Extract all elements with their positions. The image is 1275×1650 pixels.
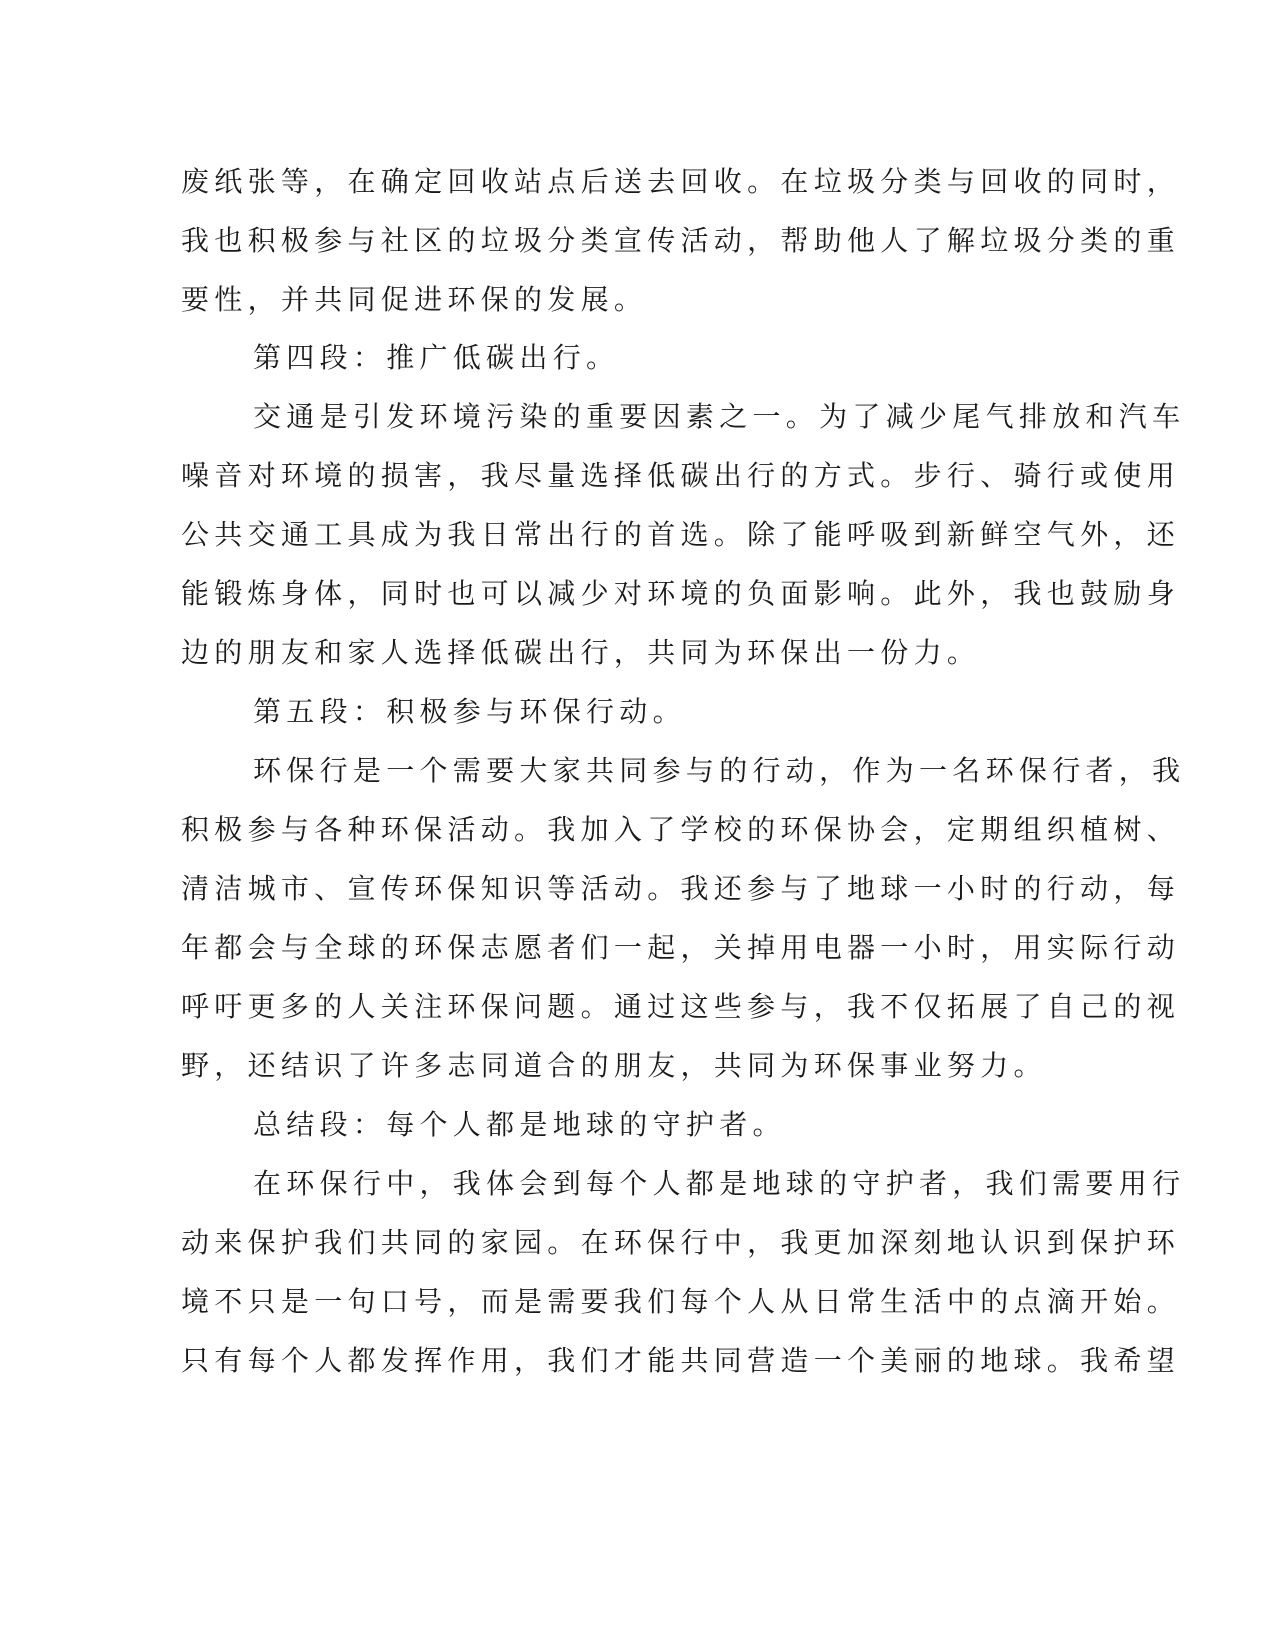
text-line: 野，还结识了许多志同道合的朋友，共同为环保事业努力。 (181, 1049, 1047, 1082)
text-line: 交通是引发环境污染的重要因素之一。为了减少尾气排放和汽车 (253, 400, 1186, 433)
text-line: 要性，并共同促进环保的发展。 (181, 283, 648, 316)
text-line: 只有每个人都发挥作用，我们才能共同营造一个美丽的地球。我希望 (181, 1344, 1181, 1377)
text-line: 呼吁更多的人关注环保问题。通过这些参与，我不仅拓展了自己的视 (181, 990, 1181, 1023)
text-line: 动来保护我们共同的家园。在环保行中，我更加深刻地认识到保护环 (181, 1226, 1181, 1259)
section-heading: 第四段：推广低碳出行。 (253, 341, 620, 374)
text-line: 环保行是一个需要大家共同参与的行动，作为一名环保行者，我 (253, 754, 1186, 787)
text-line: 边的朋友和家人选择低碳出行，共同为环保出一份力。 (181, 636, 981, 669)
text-line: 年都会与全球的环保志愿者们一起，关掉用电器一小时，用实际行动 (181, 931, 1181, 964)
text-line: 我也积极参与社区的垃圾分类宣传活动，帮助他人了解垃圾分类的重 (181, 224, 1181, 257)
section-heading: 总结段：每个人都是地球的守护者。 (253, 1108, 786, 1141)
text-line: 能锻炼身体，同时也可以减少对环境的负面影响。此外，我也鼓励身 (181, 577, 1181, 610)
text-line: 清洁城市、宣传环保知识等活动。我还参与了地球一小时的行动，每 (181, 872, 1181, 905)
text-line: 公共交通工具成为我日常出行的首选。除了能呼吸到新鲜空气外，还 (181, 518, 1181, 551)
text-line: 积极参与各种环保活动。我加入了学校的环保协会，定期组织植树、 (181, 813, 1181, 846)
section-heading: 第五段：积极参与环保行动。 (253, 695, 686, 728)
text-line: 在环保行中，我体会到每个人都是地球的守护者，我们需要用行 (253, 1167, 1186, 1200)
text-line: 境不只是一句口号，而是需要我们每个人从日常生活中的点滴开始。 (181, 1285, 1181, 1318)
text-line: 噪音对环境的损害，我尽量选择低碳出行的方式。步行、骑行或使用 (181, 459, 1181, 492)
text-line: 废纸张等，在确定回收站点后送去回收。在垃圾分类与回收的同时， (181, 165, 1181, 198)
